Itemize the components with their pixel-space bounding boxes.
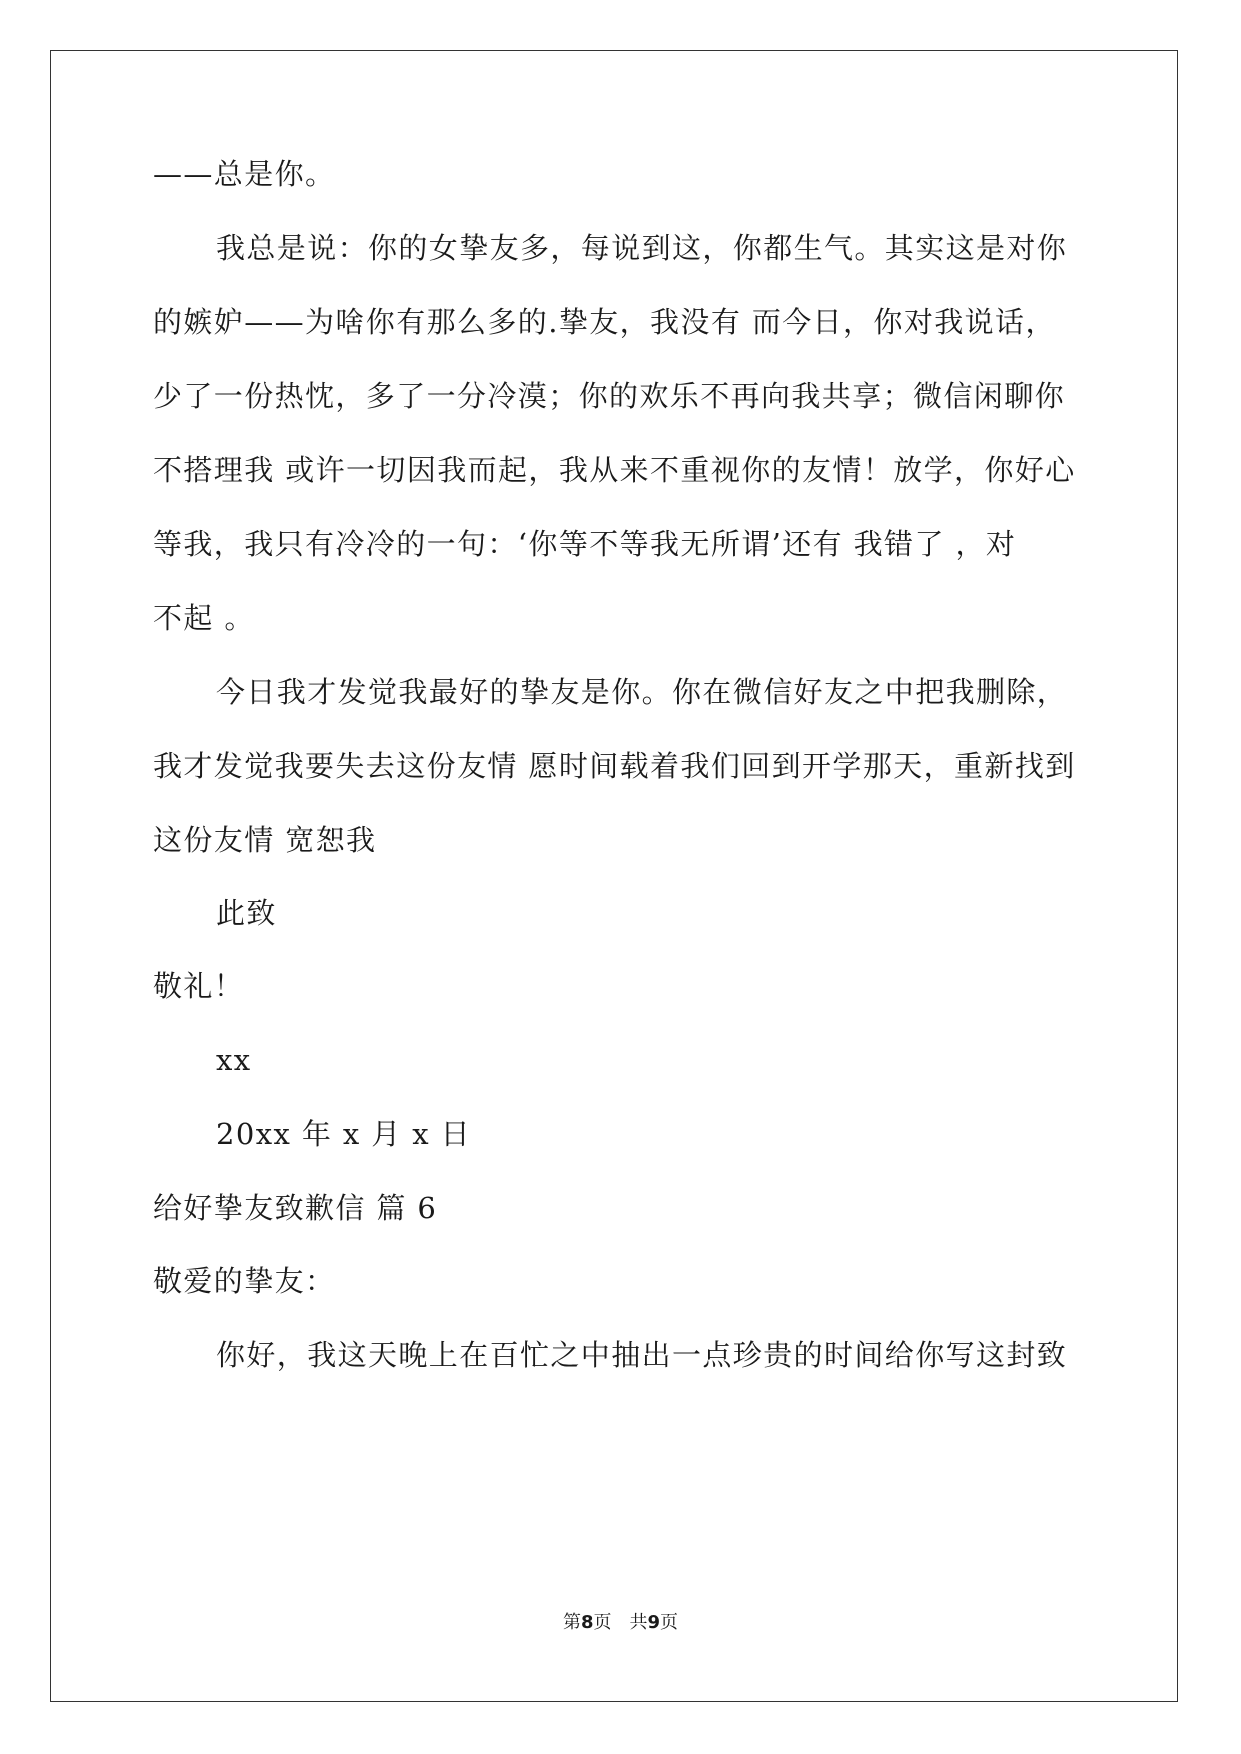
footer-middle: 页 共 (593, 1612, 648, 1633)
footer-prefix: 第 (562, 1612, 581, 1633)
text-line: 不起 。 (153, 601, 255, 635)
text-line: 你好，我这天晚上在百忙之中抽出一点珍贵的时间给你写这封致 (216, 1338, 1068, 1372)
current-page-number: 8 (580, 1612, 594, 1633)
signature-name: xx (216, 1043, 252, 1077)
footer-suffix: 页 (660, 1612, 679, 1633)
text-line: 我总是说：你的女挚友多，每说到这，你都生气。其实这是对你 (216, 231, 1068, 265)
closing-salutation: 此致 (216, 896, 277, 930)
total-page-number: 9 (647, 1612, 661, 1633)
page-footer (0, 1610, 1241, 1636)
section-heading: 给好挚友致歉信 篇 6 (153, 1191, 438, 1225)
text-line: 这份友情 宽恕我 (153, 823, 377, 857)
letter-greeting: 敬爱的挚友： (153, 1264, 336, 1298)
text-line: 我才发觉我要失去这份友情 愿时间载着我们回到开学那天，重新找到 (153, 749, 1076, 783)
text-line: 少了一份热忱，多了一分冷漠；你的欢乐不再向我共享；微信闲聊你 (153, 379, 1066, 413)
text-line: 今日我才发觉我最好的挚友是你。你在微信好友之中把我删除， (216, 675, 1068, 709)
closing-regards: 敬礼！ (153, 969, 245, 1003)
text-line: 不搭理我 或许一切因我而起，我从来不重视你的友情！放学，你好心 (153, 453, 1076, 487)
text-line: 的嫉妒——为啥你有那么多的.挚友，我没有 而今日，你对我说话， (153, 305, 1056, 339)
text-line: 等我，我只有冷冷的一句：‘你等不等我无所谓’还有 我错了 ，对 (153, 527, 1017, 561)
text-line: ——总是你。 (153, 157, 336, 191)
page-border (50, 50, 1178, 1702)
signature-date: 20xx 年 x 月 x 日 (216, 1117, 472, 1151)
